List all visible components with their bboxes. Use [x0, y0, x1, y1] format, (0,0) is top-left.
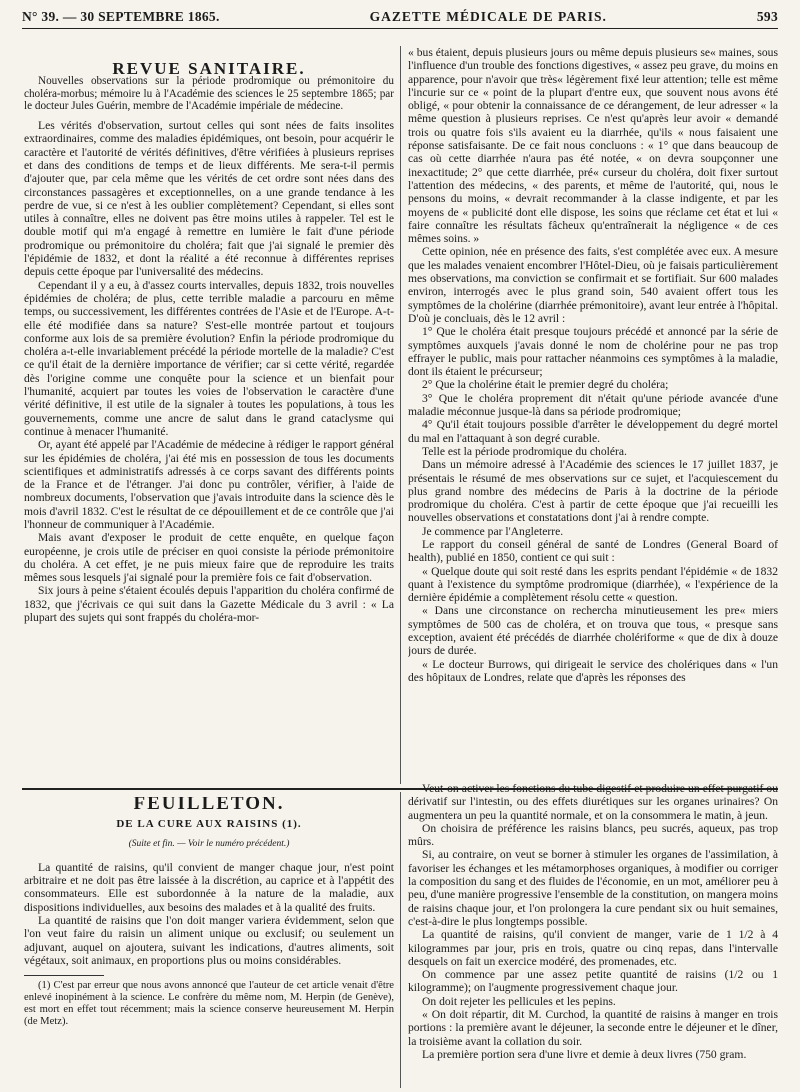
revue-right-column [408, 46, 778, 782]
page-number: 593 [756, 9, 778, 24]
running-header [22, 6, 778, 29]
feuilleton-paragraph: Veut-on activer les fonctions du tube digestif et produire un effet purgatif ou dérivatif sur l'intestin, ou des effets diurétiques sur les organes urinaires? On augmentera un peu la quantité normale, et on la consommera le matin, à jeun. [408, 782, 778, 822]
article-paragraph: Mais avant d'exposer le produit de cette enquête, en quelque façon européenne, je crois utile de préciser en quoi consiste la période prémonitoire du choléra. A cet effet, je ne puis mieux faire que de reproduire les traits mêmes sous lesquels j'ai signalé pour la première fois ce fait d'observation. [24, 531, 394, 585]
feuilleton-paragraph: La quantité de raisins que l'on doit manger variera évidemment, selon que l'on veut faire du raisin un aliment unique ou exclusif; ou seulement un adjuvant, auquel on ajoutera, suivant les indications, d'autres aliments, soit végétaux, soit animaux, en proportions plus ou moins considérables. [24, 914, 394, 967]
feuilleton-paragraph: La quantité de raisins, qu'il convient de manger, varie de 1 1/2 à 4 kilogrammes par jour, pris en trois, quatre ou cinq repas, dans l'intervalle desquels on fait un exercice modéré, des promenades, etc. [408, 928, 778, 968]
article-paragraph: Or, ayant été appelé par l'Académie de médecine à rédiger le rapport général sur les épidémies de choléra, j'ai été mis en possession de tous les documents scientifiques et administratifs adressés à ce corps savant des différents points de la France et de l'étranger. J'ai donc pu contrôler, vérifier, à l'aide de nombreux documents, l'observation que j'avais introduite dans la science dès le mois d'avril 1832. C'est le résultat de ce dépouillement et de ce contrôle que j'ai l'honneur de communiquer à l'Académie. [24, 438, 394, 531]
feuilleton-left-column [24, 797, 394, 1087]
column-rule [400, 792, 401, 1088]
article-paragraph: Je commence par l'Angleterre. [422, 524, 564, 538]
article-paragraph: 3° Que le choléra proprement dit n'était qu'une période avancée d'une maladie méconnue jusque-là dans sa période prodromique; [408, 391, 778, 419]
issue-number: N° 39. — 30 SEPTEMBRE 1865. [22, 9, 220, 24]
article-paragraph: Les vérités d'observation, surtout celles qui sont nées de faits insolites extraordinaires, comme des maladies épidémiques, ont besoin, pour acquérir le caractère et l'autorité de vérités définitives, d'être vérifiées à plusieurs reprises et dans des conditions de temps et de lieux différents. Me sera-t-il permis d'ajouter que, par cela même que les vérités de cet ordre sont nées dans des circonstances passagères et exceptionnelles, on a une grande tendance à les perdre de vue, si ce n'est à les oublier complètement? Cependant, si elles sont utiles à connaître, elles ne doivent pas être moins utiles à rappeler. Tel est le double motif qui m'a engagé à remettre en lumière le fait d'une période prodromique ou prémonitoire du choléra; fait que j'ai signalé le premier dès l'épidémie de 1832, et dont la réalité a été reconnue à différentes reprises depuis cette époque par l'universalité des médecins. [24, 119, 394, 279]
column-rule [400, 46, 401, 784]
article-paragraph: Cette opinion, née en présence des faits, s'est complétée avec eux. A mesure que les malades venaient encombrer l'Hôtel-Dieu, où je faisais particulièrement mes observations, ma conviction se confirmait et se fortifiait. Sur 600 malades environ, interrogés avec le plus grand soin, 540 avaient offert tous les symptômes de la cholérine (diarrhée prémonitoire), avant leur entrée à l'hôpital. D'où je concluais, dès le 12 avril : [408, 245, 778, 325]
article-paragraph: Cependant il y a eu, à d'assez courts intervalles, depuis 1832, trois nouvelles épidémies de choléra; de plus, cette terrible maladie a parcouru en même temps, ou successivement, les différentes contrées de l'Asie et de l'Europe. A-t-elle été modifiée dans sa nature? S'est-elle montrée partout et toujours conforme aux lois de sa première évolution? Enfin la période prodromique du choléra a-t-elle invariablement précédé la période mortelle de la maladie? C'est ce qu'il était de la dernière importance de vérifier; car si cette vérité, regardée dès l'origine comme une conquête pour la science et un bienfait pour l'humanité, acquiert par toutes les voies de l'observation le caractère d'une vérité définitive, il est utile de la signaler à toutes les populations, à tous les gouvernements, comme une ancre de salut dans le grand cataclysme qui continue à menacer l'humanité. [24, 278, 394, 438]
revue-left-column [24, 62, 394, 782]
feuilleton-paragraph: On doit rejeter les pellicules et les pepins. [422, 994, 616, 1008]
quote-paragraph: « Le docteur Burrows, qui dirigeait le service des cholériques dans « l'un des hôpitaux de Londres, relate que d'après les réponses des [408, 657, 778, 684]
article-paragraph: 4° Qu'il était toujours possible d'arrêter le développement du degré mortel du mal en l'attaquant à son degré curable. [408, 418, 778, 445]
feuilleton-paragraph: « On doit répartir, dit M. Curchod, la quantité de raisins à manger en trois portions : la première avant le déjeuner, la seconde entre le déjeuner et le dîner, la troisième avant la collation du soir. [408, 1008, 778, 1048]
journal-title: GAZETTE MÉDICALE DE PARIS. [369, 9, 607, 24]
feuilleton-paragraph: La première portion sera d'une livre et demie à deux livres (750 gram. [422, 1047, 747, 1061]
footnote: (1) C'est par erreur que nous avons annoncé que l'auteur de cet article venait d'être enlevé inopinément à la science. Le confrère du même nom, M. Herpin (de Genève), est mort en effet tout récemment; mais la science conserve heureusement M. Herpin (de Metz). [24, 980, 394, 1028]
quote-paragraph: « Dans une circonstance on rechercha minutieusement les pre« miers symptômes de 500 cas de choléra, et on trouva que tous, « presque sans exception, avaient été précédés de diarrhée cholériforme « que de dix à douze jours de durée. [408, 604, 778, 658]
footnote-rule [24, 975, 104, 976]
quote-paragraph: « Quelque doute qui soit resté dans les esprits pendant l'épidémie « de 1832 quant à l'existence du symptôme prodromique (diarrhée), « l'expérience de la dernière épidémie a complètement résolu cette « question. [408, 564, 778, 605]
feuilleton-subtitle: DE LA CURE AUX RAISINS (1). [116, 818, 302, 831]
article-paragraph: Dans un mémoire adressé à l'Académie des sciences le 17 juillet 1837, je présentais le résumé de mes observations sur ce sujet, et l'acquiescement du plus grand nombre des médecins de Paris à la doctrine de la période prodromique du choléra. C'est à partir de cette époque que j'ai recueilli les nouvelles observations et constatations dont j'ai à rendre compte. [408, 458, 778, 525]
quote-paragraph: « bus étaient, depuis plusieurs jours ou même depuis plusieurs se« maines, sous l'influence d'un trouble des fonctions digestives, « assez peu grave, du moins en apparence, pour n'avoir que très« légèrement fixé leur attention; telle est même l'incurie sur ce « point de la plupart d'entre eux, que souvent nous avons été obligé, « pour obtenir la connaissance de ce dérangement, de leur adresser « la même question à plusieurs reprises. Ce n'est qu'après leur avoir « demandé trois ou quatre fois s'ils avaient eu la diarrhée, qu'ils « nous faisaient une réponse satisfaisante. De ce fait nous concluons : « 1° que dans beaucoup de cas où cette diarrhée n'aura pas été notée, « on devra soupçonner une inexactitude; 2° que cette diarrhée, pré« curseur du choléra, doit fixer surtout l'attention des médecins, « des parents, et même de l'autorité, qui, nous le pensons du moins, « devrait recommander à la classe indigente, et par les moyens de « publicité dont elle dispose, les soins que réclame cet état et lui « faire connaître les résultats fâcheux qu'entraînerait la négligence « de ces mêmes soins. » [408, 46, 778, 246]
article-lead: Nouvelles observations sur la période prodromique ou prémonitoire du choléra-morbus; mémoire lu à l'Académie des sciences le 25 septembre 1865; par le docteur Jules Guérin, membre de l'Académie impériale de médecine. [24, 75, 394, 113]
feuilleton-paragraph: On choisira de préférence les raisins blancs, peu sucrés, aqueux, pas trop mûrs. [408, 821, 778, 849]
article-paragraph: Telle est la période prodromique du choléra. [422, 444, 627, 458]
feuilleton-paragraph: Si, au contraire, on veut se borner à stimuler les organes de l'assimilation, à favoriser les échanges et les métamorphoses organiques, à modifier ou corriger la composition du sang et des fluides de l'économie, en un mot, améliorer peu à peu, d'une manière progressive l'ensemble de la constitution, on mangera moins de raisins chaque jour, et l'on prolongera la cure pendant six ou huit semaines, c'est-à-dire le plus longtemps possible. [408, 848, 778, 928]
feuilleton-paragraph: On commence par une assez petite quantité de raisins (1/2 ou 1 kilogramme); on l'augmente progressivement chaque jour. [408, 968, 778, 995]
section-title: REVUE SANITAIRE. [112, 62, 306, 78]
article-paragraph: 2° Que la cholérine était le premier degré du choléra; [422, 378, 669, 392]
feuilleton-right-column [408, 782, 778, 1087]
feuilleton-title: FEUILLETON. [133, 797, 285, 814]
continued-note: (Suite et fin. — Voir le numéro précédent.) [128, 838, 290, 849]
article-paragraph: Le rapport du conseil général de santé de Londres (General Board of health), publié en 1850, contient ce qui suit : [408, 537, 778, 565]
feuilleton-paragraph: La quantité de raisins, qu'il convient de manger chaque jour, n'est point arbitraire et ne doit pas être laissée à la discrétion, au caprice et à l'appétit des consommateurs. Elle est subordonnée à la nature de la maladie, aux dispositions individuelles, aux besoins des malades et à la qualité des fruits. [24, 860, 394, 914]
article-paragraph: Six jours à peine s'étaient écoulés depuis l'apparition du choléra confirmé de 1832, que j'écrivais ce qui suit dans la Gazette Médicale du 3 avril : « La plupart des sujets qui sont frappés du choléra-mor- [24, 584, 394, 625]
article-paragraph: 1° Que le choléra était presque toujours précédé et annoncé par la série de symptômes auxquels j'avais donné le nom de cholérine pour ne pas trop effrayer le public, mais pour rattacher néanmoins ces symptômes à la maladie, dont ils étaient le précurseur; [408, 325, 778, 379]
